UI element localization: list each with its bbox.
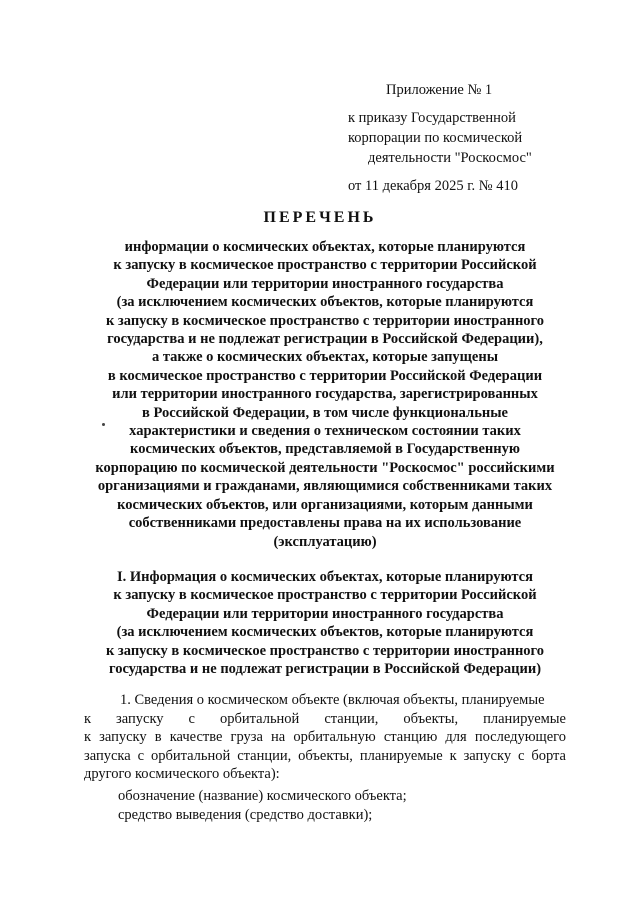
section-heading-line: к запуску в космическое пространство с территории иностранного [105,642,545,659]
subtitle-line: корпорацию по космической деятельности "Роскосмос" российскими [95,459,555,476]
document-subtitle [60,238,590,551]
subtitle-line: в космическое пространство с территории Российской Федерации [107,367,543,384]
subtitle-line: космических объектов, или организациями, которым данными [117,496,533,513]
appendix-order-line: корпорации по космической [348,130,523,146]
subtitle-line: к запуску в космическое пространство с территории иностранного [105,312,545,329]
paragraph-1 [84,691,566,784]
paragraph-line: 1. Сведения о космическом объекте (включая объекты, планируемые [120,692,545,708]
subtitle-line: (за исключением космических объектов, которые планируются [116,294,534,311]
subtitle-line: характеристики и сведения о техническом состоянии таких [129,423,521,440]
subtitle-line: Федерации или территории иностранного государства [146,275,504,292]
subtitle-line: информации о космических объектах, которые планируются [124,239,526,255]
list-item: средство выведения (средство доставки); [118,807,373,823]
paragraph-line: к запуску с орбитальной станции, объекты, планируемые [84,710,566,727]
appendix-number: Приложение № 1 [386,82,493,98]
section-heading-line: Федерации или территории иностранного государства [146,605,504,622]
section-heading-line: государства и не подлежат регистрации в Российской Федерации) [108,661,542,678]
scan-speck [102,423,105,426]
subtitle-line: или территории иностранного государства, зарегистрированных [112,386,538,403]
section-heading-line: I. Информация о космических объектах, которые планируются [117,569,533,585]
document-title: ПЕРЕЧЕНЬ [263,209,377,226]
subtitle-line: космических объектов, представляемой в Государственную [130,441,520,458]
paragraph-line: запуска с орбитальной станции, объекты, планируемые к запуску с борта [84,747,566,764]
item-list [118,787,407,825]
subtitle-line: к запуску в космическое пространство с территории Российской [113,257,537,274]
section-heading-line: к запуску в космическое пространство с территории Российской [113,587,537,604]
subtitle-line: собственниками предоставлены права на их использование [128,515,522,532]
section-heading-line: (за исключением космических объектов, которые планируются [116,624,534,641]
paragraph-line: к запуску в качестве груза на орбитальную станцию для последующего [84,729,566,746]
appendix-order-line: деятельности "Роскосмос" [368,150,532,166]
paragraph-line: другого космического объекта): [84,766,280,783]
subtitle-line: а также о космических объектах, которые запущены [151,349,499,366]
list-item: обозначение (название) космического объекта; [118,788,407,804]
appendix-header [348,80,588,196]
appendix-order-date: от 11 декабря 2025 г. № 410 [348,178,518,194]
appendix-order-line: к приказу Государственной [348,110,516,126]
subtitle-line: в Российской Федерации, в том числе функциональные [142,404,508,421]
subtitle-line: (эксплуатацию) [273,533,377,550]
subtitle-line: организациями и гражданами, являющимися собственниками таких [97,478,553,495]
subtitle-line: государства и не подлежат регистрации в Российской Федерации), [107,331,543,348]
section-heading [60,568,590,678]
